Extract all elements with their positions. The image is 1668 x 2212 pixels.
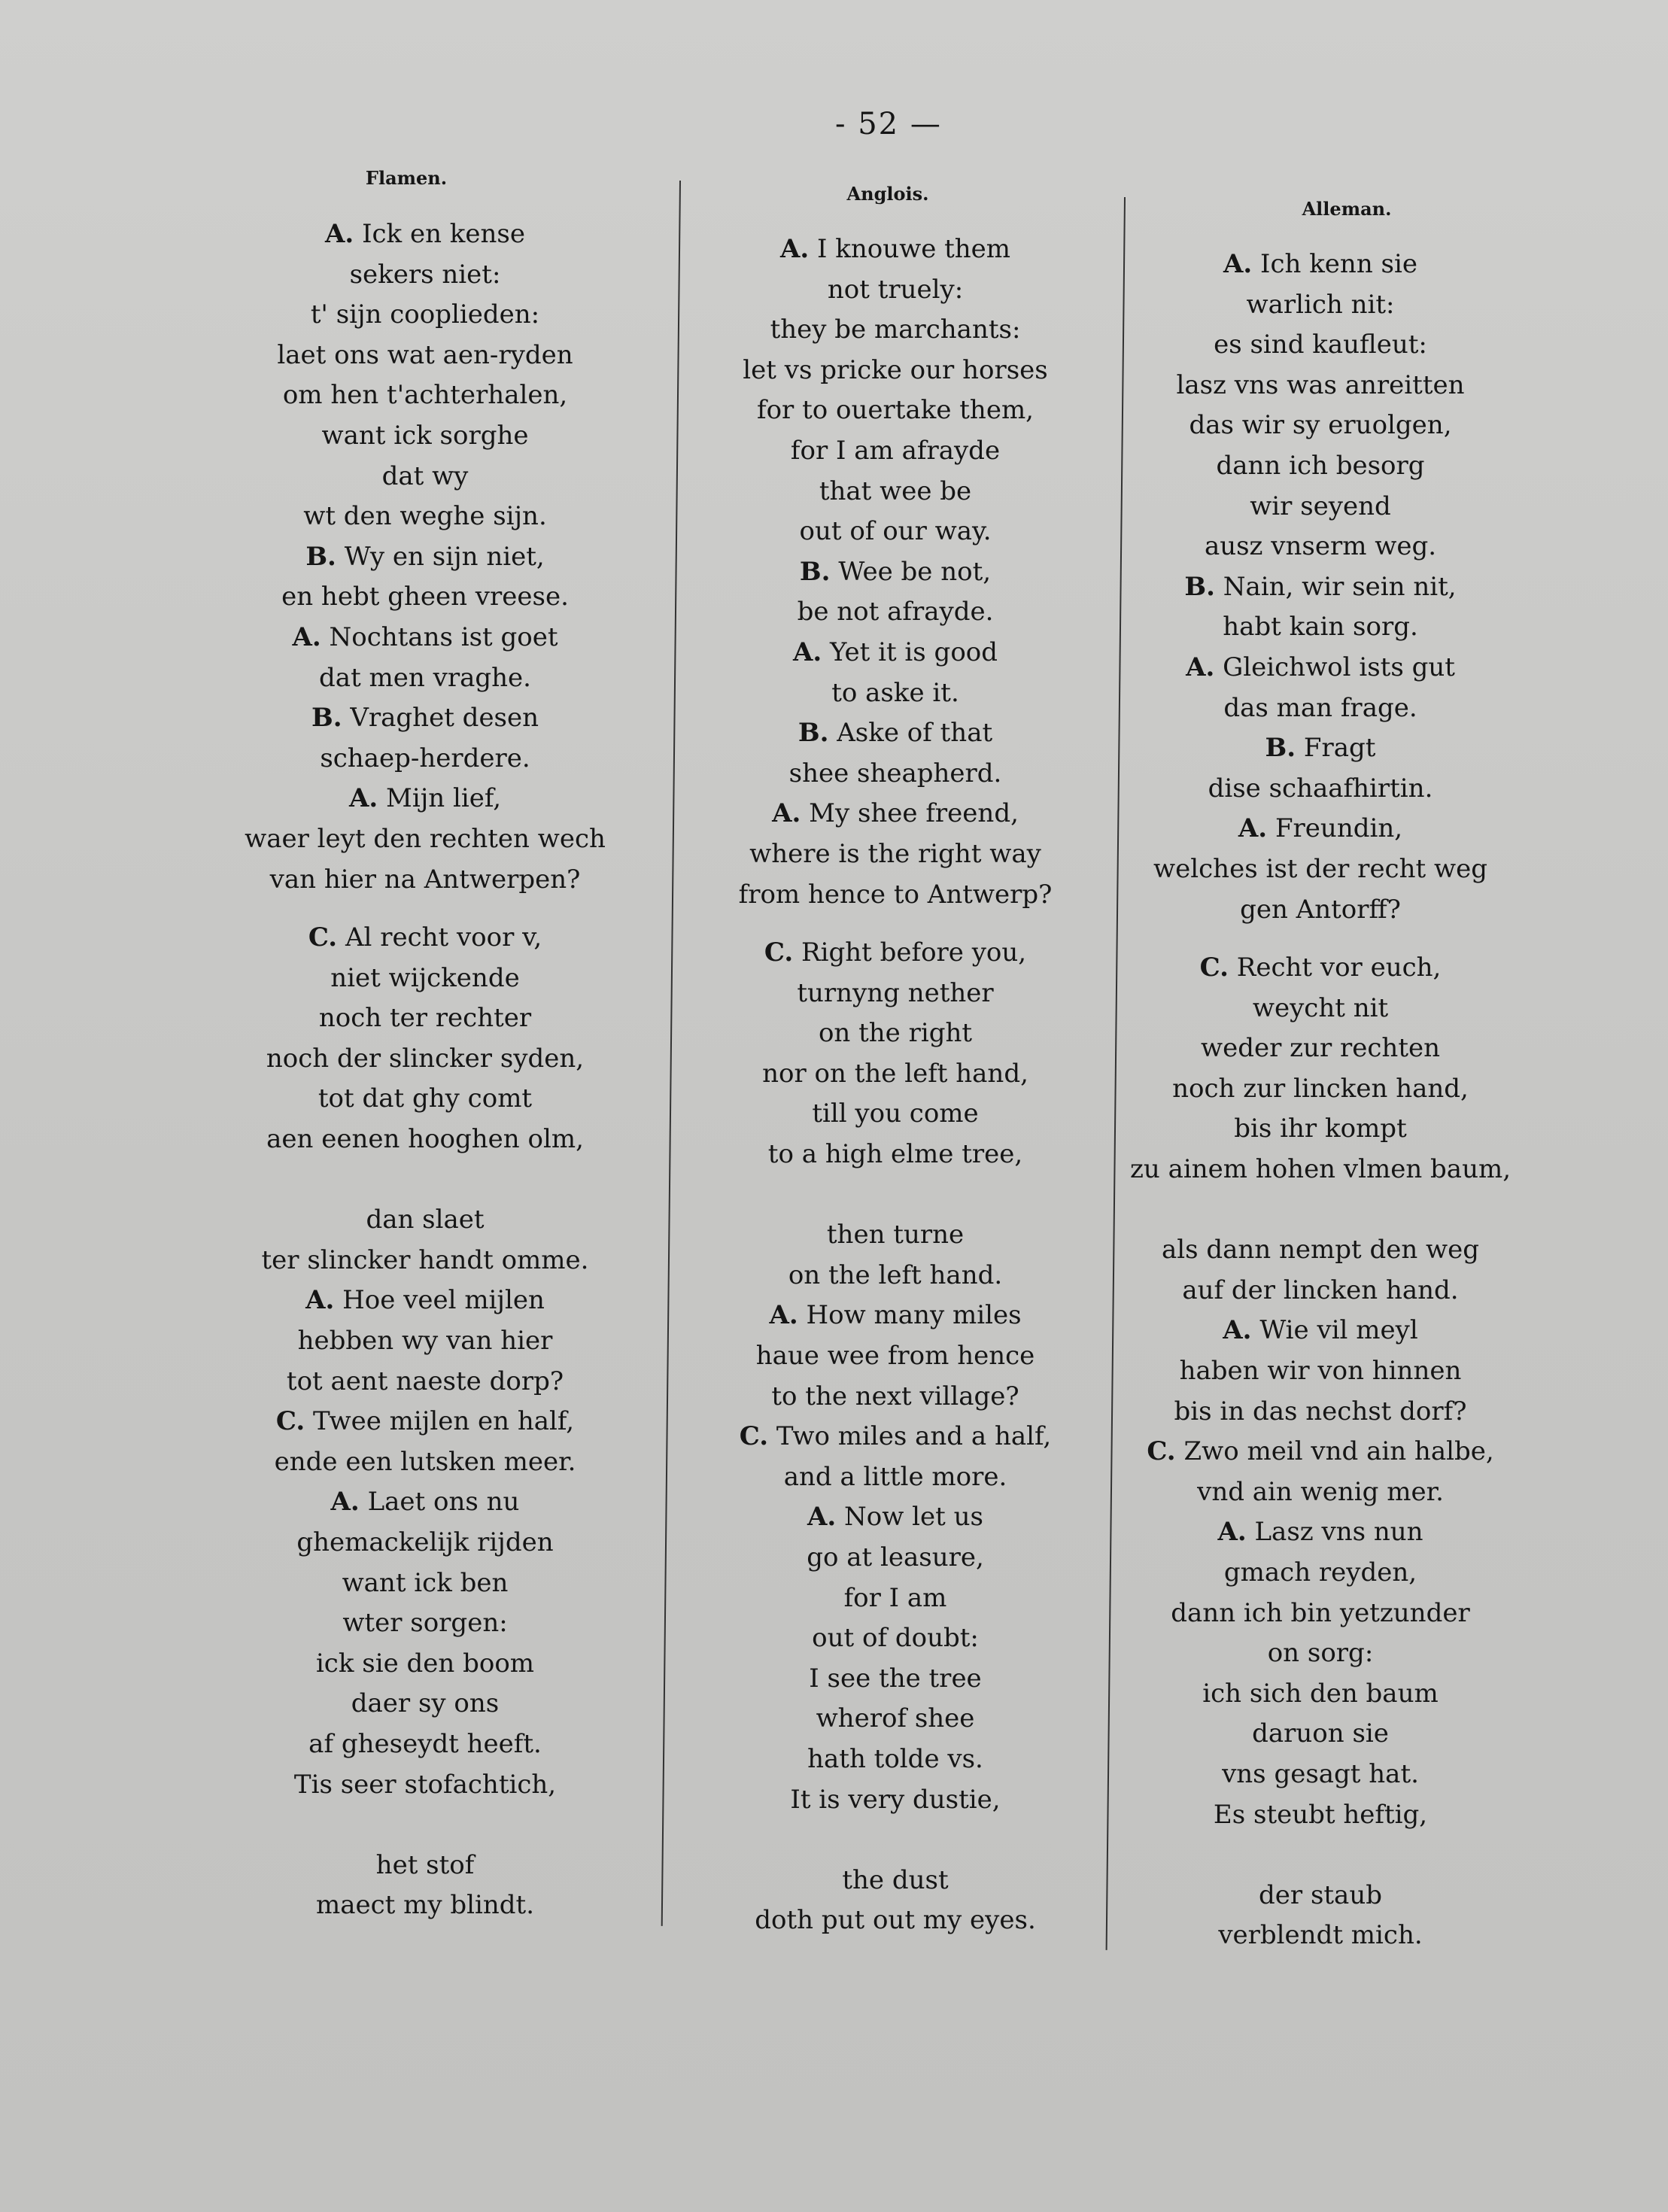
text-line: [1117, 1392, 1524, 1433]
text-line: [1117, 989, 1524, 1029]
column-anglois: [692, 229, 1098, 1941]
line-text: want ick ben: [342, 1567, 509, 1598]
line-text: on the right: [818, 1018, 973, 1049]
speaker-label: C.: [308, 922, 338, 953]
line-text: ich sich den baum: [1202, 1678, 1439, 1709]
text-line: [692, 1215, 1098, 1256]
line-text: en hebt gheen vreese.: [281, 582, 569, 612]
text-line: [1117, 1029, 1524, 1069]
line-text: om hen t'achterhalen,: [282, 380, 568, 411]
column-divider: [661, 181, 681, 1926]
text-line: [692, 1094, 1098, 1135]
line-text: doth put out my eyes.: [755, 1905, 1036, 1936]
text-line: [692, 633, 1098, 673]
speaker-label: B.: [311, 703, 342, 734]
line-text: tot dat ghy comt: [317, 1083, 533, 1114]
line-text: Ick en kense: [362, 219, 525, 249]
text-line: [692, 1497, 1098, 1538]
speaker-label: C.: [1199, 953, 1229, 983]
text-line: [222, 1603, 628, 1644]
line-text: tot aent naeste dorp?: [286, 1366, 564, 1396]
line-text: Now let us: [844, 1502, 983, 1533]
line-text: als dann nempt den weg: [1161, 1235, 1480, 1266]
line-text: then turne: [826, 1220, 965, 1250]
text-line: [1117, 567, 1524, 608]
text-line: [692, 1013, 1098, 1054]
line-text: turnyng nether: [797, 977, 994, 1008]
text-line: [1117, 1109, 1524, 1150]
line-text: from hence to Antwerp?: [738, 879, 1053, 910]
line-text: Hoe veel mijlen: [342, 1285, 545, 1316]
line-text: bis in das nechst dorf?: [1174, 1396, 1467, 1427]
line-text: It is very dustie,: [790, 1784, 1001, 1815]
text-line: [1117, 688, 1524, 729]
text-line: [1117, 1432, 1524, 1472]
line-text: where is the right way: [749, 838, 1041, 869]
line-text: I knouwe them: [816, 234, 1011, 264]
line-text: the dust: [842, 1864, 949, 1895]
column-alleman: [1117, 245, 1524, 1956]
text-line: [1117, 1674, 1524, 1715]
line-text: and a little more.: [783, 1461, 1007, 1492]
speaker-label: A.: [1217, 1517, 1247, 1548]
line-text: How many miles: [806, 1300, 1022, 1331]
line-text: to a high elme tree,: [767, 1139, 1023, 1170]
line-text: habt kain sorg.: [1223, 612, 1418, 643]
line-text: es sind kaufleut:: [1214, 330, 1427, 360]
text-line: [1117, 948, 1524, 989]
text-line: [1117, 728, 1524, 769]
text-line: [1117, 487, 1524, 527]
text-line: [692, 1377, 1098, 1417]
line-text: they be marchants:: [770, 314, 1021, 345]
speaker-label: A.: [1238, 813, 1268, 844]
text-line: [692, 1740, 1098, 1780]
line-text: wir seyend: [1250, 491, 1391, 521]
text-line: [1117, 1311, 1524, 1351]
line-text: Ich kenn sie: [1260, 249, 1417, 279]
text-line: [692, 270, 1098, 311]
line-text: Right before you,: [801, 937, 1027, 968]
text-line: [1117, 1553, 1524, 1594]
text-line: [692, 351, 1098, 391]
line-text: aen eenen hooghen olm,: [266, 1124, 584, 1155]
line-text: on sorg:: [1267, 1638, 1374, 1669]
text-line: [222, 1846, 628, 1886]
line-text: want ick sorghe: [321, 420, 529, 451]
text-line: [1117, 446, 1524, 487]
text-line: [222, 779, 628, 819]
line-text: out of our way.: [799, 516, 992, 547]
speaker-label: A.: [807, 1502, 837, 1533]
speaker-label: B.: [1184, 571, 1215, 602]
speaker-label: A.: [792, 637, 822, 667]
line-text: Recht vor euch,: [1236, 953, 1442, 983]
text-line: [692, 552, 1098, 593]
text-line: [222, 497, 628, 537]
speaker-label: A.: [779, 234, 810, 264]
text-line: [222, 1442, 628, 1483]
text-line: [1117, 890, 1524, 931]
line-text: I see the tree: [809, 1663, 982, 1694]
line-text: My shee freend,: [809, 798, 1019, 829]
text-line: [1117, 1230, 1524, 1271]
speaker-label: B.: [305, 541, 336, 572]
text-line: [222, 1039, 628, 1080]
speaker-label: A.: [1223, 1315, 1252, 1346]
speaker-label: A.: [1186, 652, 1215, 682]
line-text: wter sorgen:: [342, 1608, 508, 1639]
line-text: be not afrayde.: [797, 597, 994, 627]
line-text: ter slincker handt omme.: [261, 1244, 589, 1275]
line-text: out of doubt:: [812, 1623, 979, 1654]
text-line: [1117, 1512, 1524, 1553]
line-text: Nochtans ist goet: [329, 621, 558, 652]
text-line: [692, 472, 1098, 512]
text-line: [222, 457, 628, 497]
text-line: [1117, 1633, 1524, 1674]
text-line: [222, 214, 628, 255]
text-line: [222, 537, 628, 578]
text-line: [692, 431, 1098, 472]
line-text: gmach reyden,: [1223, 1557, 1417, 1588]
line-text: lasz vns was anreitten: [1176, 369, 1465, 400]
line-text: van hier na Antwerpen?: [269, 864, 581, 895]
speaker-label: A.: [330, 1487, 360, 1518]
line-text: that wee be: [819, 476, 972, 506]
line-text: for I am afrayde: [790, 435, 1001, 466]
text-line: [692, 1135, 1098, 1175]
line-text: let vs pricke our horses: [743, 354, 1048, 385]
text-line: [1117, 1916, 1524, 1956]
speaker-label: B.: [799, 556, 831, 587]
line-text: dise schaafhirtin.: [1208, 773, 1433, 804]
line-text: weder zur rechten: [1200, 1033, 1441, 1064]
text-line: [692, 1538, 1098, 1578]
stanza-gap: [1117, 1190, 1524, 1231]
line-text: nor on the left hand,: [762, 1058, 1028, 1089]
line-text: to the next village?: [771, 1381, 1019, 1411]
line-text: ghemackelijk rijden: [296, 1527, 554, 1557]
text-line: [1117, 607, 1524, 648]
text-line: [222, 1402, 628, 1442]
line-text: das man frage.: [1223, 692, 1417, 723]
line-text: sekers niet:: [349, 259, 501, 290]
line-text: Mijn lief,: [386, 783, 501, 814]
text-line: [1117, 1594, 1524, 1634]
text-line: [222, 1523, 628, 1563]
line-text: Al recht voor v,: [345, 922, 542, 953]
text-line: [692, 1417, 1098, 1457]
text-line: [222, 1684, 628, 1724]
column-heading-alleman: Alleman.: [1302, 198, 1392, 220]
text-line: [692, 1256, 1098, 1296]
text-line: [222, 1885, 628, 1926]
line-text: Twee mijlen en half,: [313, 1406, 575, 1437]
text-line: [692, 834, 1098, 875]
text-line: [222, 959, 628, 999]
text-line: [692, 1780, 1098, 1821]
speaker-label: C.: [1147, 1436, 1176, 1467]
line-text: niet wijckende: [330, 962, 520, 993]
text-line: [222, 1200, 628, 1241]
line-text: dat men vraghe.: [319, 662, 531, 693]
text-line: [222, 1120, 628, 1160]
text-line: [222, 416, 628, 457]
text-line: [1117, 245, 1524, 285]
text-line: [692, 1296, 1098, 1336]
line-text: on the left hand.: [788, 1259, 1003, 1290]
speaker-label: A.: [769, 1300, 798, 1331]
line-text: hath tolde vs.: [807, 1743, 983, 1774]
line-text: shee sheapherd.: [788, 758, 1002, 788]
line-text: Gleichwol ists gut: [1223, 652, 1455, 682]
line-text: bis ihr kompt: [1234, 1114, 1407, 1144]
text-line: [692, 390, 1098, 431]
text-line: [222, 1362, 628, 1402]
text-line: [1117, 325, 1524, 366]
text-line: [692, 1699, 1098, 1740]
text-line: [222, 819, 628, 860]
line-text: ick sie den boom: [315, 1648, 535, 1679]
text-line: [1117, 406, 1524, 446]
text-line: [222, 1321, 628, 1362]
text-line: [692, 1457, 1098, 1498]
stanza-gap: [222, 1160, 628, 1201]
line-text: Vraghet desen: [350, 703, 539, 734]
text-line: [222, 1482, 628, 1523]
line-text: zu ainem hohen vlmen baum,: [1129, 1154, 1512, 1185]
line-text: noch der slincker syden,: [266, 1043, 585, 1074]
line-text: Wee be not,: [838, 556, 992, 587]
text-line: [222, 658, 628, 699]
line-text: for I am: [843, 1582, 947, 1613]
line-text: dat wy: [381, 460, 469, 491]
line-text: Es steubt heftig,: [1213, 1799, 1428, 1830]
line-text: der staub: [1259, 1879, 1382, 1910]
stanza-gap: [222, 1805, 628, 1846]
stanza-gap: [1117, 1835, 1524, 1876]
text-line: [222, 618, 628, 658]
text-line: [1117, 366, 1524, 406]
line-text: hebben wy van hier: [297, 1326, 553, 1357]
text-line: [222, 1644, 628, 1685]
line-text: noch ter rechter: [318, 1003, 532, 1034]
line-text: Laet ons nu: [367, 1487, 520, 1518]
text-line: [1117, 1069, 1524, 1110]
text-line: [692, 1578, 1098, 1619]
line-text: Wy en sijn niet,: [344, 541, 545, 572]
text-line: [1117, 1150, 1524, 1190]
line-text: weycht nit: [1252, 992, 1389, 1023]
speaker-label: C.: [739, 1421, 769, 1452]
speaker-label: A.: [292, 621, 321, 652]
line-text: Nain, wir sein nit,: [1223, 571, 1457, 602]
speaker-label: B.: [798, 718, 829, 749]
text-line: [1117, 849, 1524, 890]
text-line: [222, 375, 628, 416]
text-line: [692, 713, 1098, 754]
line-text: dan slaet: [366, 1205, 485, 1235]
speaker-label: A.: [348, 783, 378, 814]
line-text: wt den weghe sijn.: [303, 501, 547, 532]
text-line: [1117, 809, 1524, 849]
text-line: [692, 229, 1098, 270]
text-line: [222, 1724, 628, 1765]
column-heading-anglois: Anglois.: [846, 183, 929, 205]
line-text: dann ich besorg: [1216, 450, 1425, 481]
stanza-gap: [692, 915, 1098, 933]
speaker-label: C.: [275, 1406, 305, 1437]
line-text: das wir sy eruolgen,: [1189, 410, 1452, 441]
line-text: warlich nit:: [1246, 289, 1395, 320]
text-line: [222, 860, 628, 901]
line-text: wherof shee: [816, 1703, 975, 1734]
line-text: Zwo meil vnd ain halbe,: [1183, 1436, 1494, 1467]
text-line: [692, 1901, 1098, 1941]
line-text: het stof: [375, 1849, 475, 1880]
line-text: Aske of that: [837, 718, 993, 749]
text-line: [692, 1618, 1098, 1659]
text-line: [222, 295, 628, 336]
text-line: [1117, 1271, 1524, 1311]
text-line: [1117, 527, 1524, 567]
line-text: haben wir von hinnen: [1179, 1356, 1462, 1387]
line-text: Lasz vns nun: [1254, 1517, 1423, 1548]
text-line: [1117, 769, 1524, 810]
line-text: dann ich bin yetzunder: [1171, 1597, 1470, 1628]
speaker-label: A.: [325, 219, 354, 249]
line-text: verblendt mich.: [1218, 1920, 1423, 1951]
line-text: Tis seer stofachtich,: [293, 1769, 557, 1800]
text-line: [222, 1563, 628, 1604]
speaker-label: A.: [305, 1285, 335, 1316]
text-line: [692, 1659, 1098, 1700]
page-number: - 52 —: [835, 107, 942, 141]
text-line: [692, 875, 1098, 916]
speaker-label: A.: [772, 798, 801, 829]
text-line: [692, 1054, 1098, 1095]
line-text: laet ons wat aen-ryden: [277, 339, 573, 370]
line-text: maect my blindt.: [315, 1890, 535, 1921]
line-text: vnd ain wenig mer.: [1197, 1476, 1444, 1507]
line-text: Fragt: [1303, 733, 1376, 764]
text-line: [222, 255, 628, 296]
text-line: [222, 698, 628, 739]
text-line: [692, 673, 1098, 714]
stanza-gap: [692, 1175, 1098, 1216]
text-line: [222, 1079, 628, 1120]
line-text: t' sijn cooplieden:: [310, 299, 540, 330]
line-text: gen Antorff?: [1240, 894, 1401, 925]
line-text: ende een lutsken meer.: [274, 1446, 576, 1477]
text-line: [692, 310, 1098, 351]
text-line: [1117, 1351, 1524, 1392]
speaker-label: A.: [1223, 249, 1253, 279]
line-text: welches ist der recht weg: [1153, 853, 1487, 884]
line-text: daruon sie: [1252, 1718, 1389, 1749]
line-text: Two miles and a half,: [776, 1421, 1052, 1452]
line-text: af gheseydt heeft.: [308, 1728, 542, 1759]
line-text: for to ouertake them,: [757, 395, 1034, 426]
text-line: [1117, 1714, 1524, 1755]
text-line: [1117, 285, 1524, 326]
text-line: [222, 998, 628, 1039]
text-line: [222, 336, 628, 376]
line-text: waer leyt den rechten wech: [245, 823, 606, 854]
line-text: till you come: [812, 1098, 979, 1129]
line-text: haue wee from hence: [755, 1341, 1035, 1372]
line-text: noch zur lincken hand,: [1172, 1073, 1469, 1104]
line-text: not truely:: [827, 274, 964, 305]
speaker-label: C.: [764, 937, 794, 968]
text-line: [692, 794, 1098, 834]
line-text: vns gesagt hat.: [1222, 1758, 1419, 1789]
text-line: [222, 1241, 628, 1281]
text-line: [692, 512, 1098, 552]
text-line: [222, 918, 628, 959]
text-line: [222, 739, 628, 779]
text-line: [692, 754, 1098, 795]
text-line: [1117, 1472, 1524, 1513]
line-text: schaep-herdere.: [320, 743, 530, 773]
text-line: [222, 577, 628, 618]
line-text: Wie vil meyl: [1259, 1315, 1418, 1346]
text-line: [692, 1336, 1098, 1377]
text-line: [222, 1281, 628, 1321]
line-text: Freundin,: [1275, 813, 1403, 844]
text-line: [222, 1765, 628, 1806]
text-line: [1117, 1755, 1524, 1795]
text-line: [692, 592, 1098, 633]
stanza-gap: [1117, 930, 1524, 948]
text-line: [692, 933, 1098, 974]
speaker-label: B.: [1265, 733, 1296, 764]
text-line: [692, 1861, 1098, 1901]
column-flamen: [222, 214, 628, 1926]
line-text: to aske it.: [831, 677, 959, 708]
line-text: Yet it is good: [830, 637, 998, 667]
stanza-gap: [692, 1820, 1098, 1861]
stanza-gap: [222, 900, 628, 918]
line-text: ausz vnserm weg.: [1204, 531, 1437, 562]
line-text: go at leasure,: [807, 1542, 984, 1572]
text-line: [692, 974, 1098, 1014]
text-line: [1117, 648, 1524, 688]
line-text: auf der lincken hand.: [1182, 1275, 1459, 1305]
text-line: [1117, 1876, 1524, 1916]
text-line: [1117, 1795, 1524, 1836]
column-heading-flamen: Flamen.: [365, 167, 448, 189]
line-text: daer sy ons: [351, 1688, 500, 1719]
